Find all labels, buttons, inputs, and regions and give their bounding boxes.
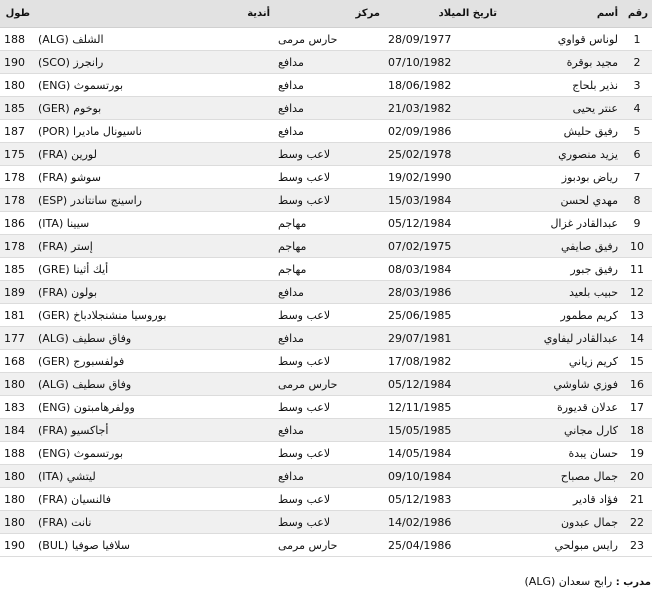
player-number: 5 — [622, 120, 652, 143]
table-row — [0, 281, 652, 304]
header-birth-date: تاريخ الميلاد — [384, 0, 501, 28]
player-position: لاعب وسط — [274, 166, 384, 189]
player-birth-date: 08/03/1984 — [384, 258, 501, 281]
player-number: 19 — [622, 442, 652, 465]
player-number: 13 — [622, 304, 652, 327]
player-height: 178 — [0, 235, 34, 258]
player-birth-date: 15/05/1985 — [384, 419, 501, 442]
player-height: 190 — [0, 534, 34, 557]
table-row — [0, 465, 652, 488]
player-club: وفاق سطيف (ALG) — [34, 373, 274, 396]
player-birth-date: 15/03/1984 — [384, 189, 501, 212]
player-position: لاعب وسط — [274, 304, 384, 327]
player-birth-date: 07/02/1975 — [384, 235, 501, 258]
player-club: راسينج سانتاندر (ESP) — [34, 189, 274, 212]
player-height: 183 — [0, 396, 34, 419]
player-position: مهاجم — [274, 212, 384, 235]
player-name: رفيق جبور — [501, 258, 622, 281]
table-row — [0, 511, 652, 534]
player-birth-date: 02/09/1986 — [384, 120, 501, 143]
player-name: مهدي لحسن — [501, 189, 622, 212]
player-number: 10 — [622, 235, 652, 258]
player-birth-date: 21/03/1982 — [384, 97, 501, 120]
player-number: 1 — [622, 28, 652, 51]
player-birth-date: 25/04/1986 — [384, 534, 501, 557]
player-birth-date: 25/06/1985 — [384, 304, 501, 327]
player-name: عدلان قديورة — [501, 396, 622, 419]
player-birth-date: 28/03/1986 — [384, 281, 501, 304]
player-position: مدافع — [274, 465, 384, 488]
player-height: 175 — [0, 143, 34, 166]
player-club: وولفرهامبتون (ENG) — [34, 396, 274, 419]
table-row — [0, 327, 652, 350]
player-birth-date: 05/12/1984 — [384, 212, 501, 235]
player-height: 178 — [0, 166, 34, 189]
player-name: يزيد منصوري — [501, 143, 622, 166]
player-position: مدافع — [274, 327, 384, 350]
player-rows — [0, 28, 652, 557]
player-position: حارس مرمى — [274, 373, 384, 396]
player-club: لورين (FRA) — [34, 143, 274, 166]
player-name: عبدالقادر غزال — [501, 212, 622, 235]
player-height: 189 — [0, 281, 34, 304]
player-height: 180 — [0, 488, 34, 511]
player-number: 22 — [622, 511, 652, 534]
player-birth-date: 14/05/1984 — [384, 442, 501, 465]
player-position: لاعب وسط — [274, 350, 384, 373]
table-row — [0, 396, 652, 419]
player-number: 4 — [622, 97, 652, 120]
player-name: فؤاد قادير — [501, 488, 622, 511]
player-number: 20 — [622, 465, 652, 488]
player-name: جمال مصباح — [501, 465, 622, 488]
player-birth-date: 25/02/1978 — [384, 143, 501, 166]
table-row — [0, 373, 652, 396]
table-row — [0, 97, 652, 120]
player-birth-date: 09/10/1984 — [384, 465, 501, 488]
player-name: رفيق حليش — [501, 120, 622, 143]
player-club: بورتسموث (ENG) — [34, 442, 274, 465]
player-club: نانت (FRA) — [34, 511, 274, 534]
table-row — [0, 258, 652, 281]
player-height: 178 — [0, 189, 34, 212]
player-name: عبدالقادر ليفاوي — [501, 327, 622, 350]
player-birth-date: 29/07/1981 — [384, 327, 501, 350]
player-position: لاعب وسط — [274, 488, 384, 511]
player-height: 180 — [0, 465, 34, 488]
player-birth-date: 05/12/1983 — [384, 488, 501, 511]
player-position: مدافع — [274, 51, 384, 74]
player-number: 21 — [622, 488, 652, 511]
coach-name: رابح سعدان (ALG) — [524, 575, 613, 588]
player-position: لاعب وسط — [274, 442, 384, 465]
player-height: 188 — [0, 442, 34, 465]
player-height: 184 — [0, 419, 34, 442]
player-position: لاعب وسط — [274, 511, 384, 534]
table-row — [0, 74, 652, 97]
player-birth-date: 18/06/1982 — [384, 74, 501, 97]
player-club: بوخوم (GER) — [34, 97, 274, 120]
table-row — [0, 143, 652, 166]
player-name: جمال عبدون — [501, 511, 622, 534]
player-position: حارس مرمى — [274, 28, 384, 51]
player-number: 14 — [622, 327, 652, 350]
coach-label: مدرب : — [615, 577, 651, 588]
player-position: لاعب وسط — [274, 396, 384, 419]
player-position: مدافع — [274, 419, 384, 442]
player-position: مدافع — [274, 74, 384, 97]
player-name: كريم زياني — [501, 350, 622, 373]
player-height: 180 — [0, 511, 34, 534]
player-club: ليتشي (ITA) — [34, 465, 274, 488]
player-birth-date: 05/12/1984 — [384, 373, 501, 396]
player-number: 8 — [622, 189, 652, 212]
header-name: أسم — [501, 0, 622, 28]
table-row — [0, 235, 652, 258]
player-height: 185 — [0, 258, 34, 281]
player-height: 190 — [0, 51, 34, 74]
player-club: فولفسبورج (GER) — [34, 350, 274, 373]
player-height: 181 — [0, 304, 34, 327]
player-number: 18 — [622, 419, 652, 442]
table-row — [0, 28, 652, 51]
player-number: 16 — [622, 373, 652, 396]
header-clubs: أندية — [34, 0, 274, 28]
table-row — [0, 419, 652, 442]
player-name: كارل مجاني — [501, 419, 622, 442]
player-number: 3 — [622, 74, 652, 97]
table-row — [0, 488, 652, 511]
header-height: طول — [0, 0, 34, 28]
player-name: رياض بودبوز — [501, 166, 622, 189]
player-club: وفاق سطيف (ALG) — [34, 327, 274, 350]
player-position: مدافع — [274, 97, 384, 120]
player-birth-date: 28/09/1977 — [384, 28, 501, 51]
player-name: لوناس قواوي — [501, 28, 622, 51]
player-club: فالنسيان (FRA) — [34, 488, 274, 511]
player-position: مهاجم — [274, 235, 384, 258]
player-number: 11 — [622, 258, 652, 281]
player-number: 6 — [622, 143, 652, 166]
table-row — [0, 442, 652, 465]
player-height: 168 — [0, 350, 34, 373]
player-club: إستر (FRA) — [34, 235, 274, 258]
player-number: 15 — [622, 350, 652, 373]
player-number: 9 — [622, 212, 652, 235]
player-height: 186 — [0, 212, 34, 235]
player-position: مهاجم — [274, 258, 384, 281]
player-position: مدافع — [274, 120, 384, 143]
player-club: بولون (FRA) — [34, 281, 274, 304]
player-club: سوشو (FRA) — [34, 166, 274, 189]
player-club: رانجرز (SCO) — [34, 51, 274, 74]
player-club: بورتسموث (ENG) — [34, 74, 274, 97]
player-name: فوزي شاوشي — [501, 373, 622, 396]
player-height: 188 — [0, 28, 34, 51]
player-club: بوروسيا منشنجلادباخ (GER) — [34, 304, 274, 327]
player-birth-date: 14/02/1986 — [384, 511, 501, 534]
table-row — [0, 534, 652, 557]
player-club: الشلف (ALG) — [34, 28, 274, 51]
player-name: كريم مطمور — [501, 304, 622, 327]
player-position: لاعب وسط — [274, 189, 384, 212]
player-birth-date: 12/11/1985 — [384, 396, 501, 419]
player-name: نذير بلحاج — [501, 74, 622, 97]
player-height: 177 — [0, 327, 34, 350]
player-number: 23 — [622, 534, 652, 557]
header-number: رقم — [622, 0, 652, 28]
table-row — [0, 212, 652, 235]
coach-line — [525, 575, 652, 588]
header-row — [0, 0, 652, 28]
player-name: مجيد بوقرة — [501, 51, 622, 74]
player-height: 187 — [0, 120, 34, 143]
header-position: مركز — [274, 0, 384, 28]
player-name: رايس مبولحي — [501, 534, 622, 557]
player-height: 180 — [0, 74, 34, 97]
player-number: 7 — [622, 166, 652, 189]
table-row — [0, 350, 652, 373]
player-birth-date: 07/10/1982 — [384, 51, 501, 74]
table-row — [0, 189, 652, 212]
player-number: 12 — [622, 281, 652, 304]
player-position: مدافع — [274, 281, 384, 304]
player-club: أجاكسيو (FRA) — [34, 419, 274, 442]
table-row — [0, 304, 652, 327]
player-birth-date: 19/02/1990 — [384, 166, 501, 189]
player-name: حبيب بلعيد — [501, 281, 622, 304]
table-row — [0, 166, 652, 189]
player-position: لاعب وسط — [274, 143, 384, 166]
table-row — [0, 51, 652, 74]
player-name: عنتر يحيى — [501, 97, 622, 120]
player-name: رفيق صايفي — [501, 235, 622, 258]
player-position: حارس مرمى — [274, 534, 384, 557]
player-birth-date: 17/08/1982 — [384, 350, 501, 373]
player-height: 185 — [0, 97, 34, 120]
player-club: ناسيونال ماديرا (POR) — [34, 120, 274, 143]
player-club: سيينا (ITA) — [34, 212, 274, 235]
player-number: 2 — [622, 51, 652, 74]
player-name: حسان يبدة — [501, 442, 622, 465]
player-club: سلافيا صوفيا (BUL) — [34, 534, 274, 557]
player-number: 17 — [622, 396, 652, 419]
player-height: 180 — [0, 373, 34, 396]
table-row — [0, 120, 652, 143]
player-club: أيك أثينا (GRE) — [34, 258, 274, 281]
